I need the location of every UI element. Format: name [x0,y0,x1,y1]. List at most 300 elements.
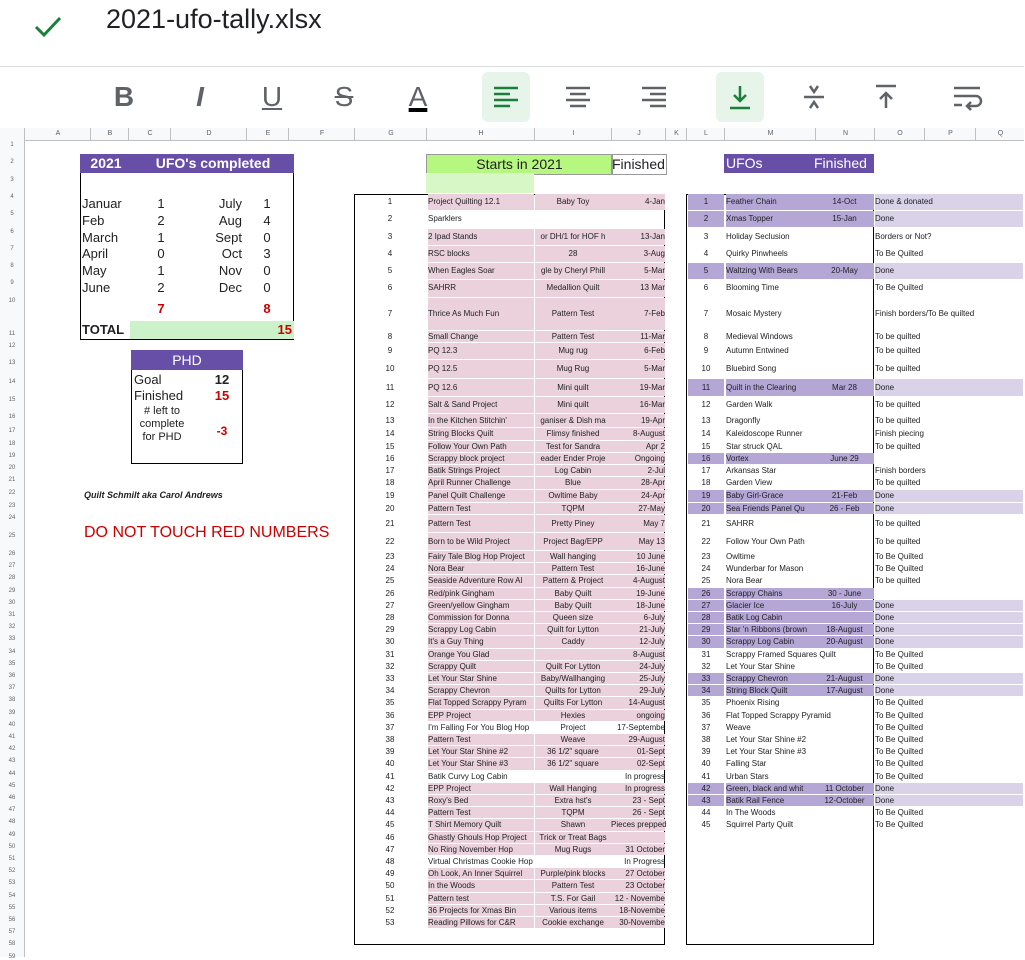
starts-project[interactable]: PQ 12.6 [428,379,534,396]
row-header[interactable]: 16 [8,414,16,420]
ufo-finished-date[interactable]: 20-May [815,263,874,279]
column-header-M[interactable]: M [724,128,816,140]
row-header[interactable]: 10 [8,297,16,304]
starts-row-num[interactable]: 40 [385,759,395,769]
ufo-finished-date[interactable] [815,465,874,476]
ufo-finished-date[interactable] [815,819,874,830]
month-label[interactable]: July [218,196,242,211]
ufo-row-num[interactable]: 2 [688,211,724,227]
starts-project[interactable]: Thrice As Much Fun [428,298,534,330]
row-header[interactable]: 5 [10,211,14,218]
starts-project[interactable]: Sparklers [428,214,462,224]
starts-detail[interactable] [535,856,611,867]
starts-detail[interactable]: Quilt For Lytton [535,661,611,672]
starts-project[interactable]: Batik Strings Project [428,465,534,476]
ufo-status[interactable]: Finish borders/To Be quilted [875,308,975,318]
starts-detail[interactable]: Various items [535,905,611,916]
ufo-project[interactable]: Holiday Seclusion [726,231,790,241]
starts-row-num[interactable]: 7 [387,308,393,318]
ufo-row-num[interactable]: 20 [688,503,724,514]
ufo-finished-date[interactable] [815,807,874,818]
row-header[interactable]: 35 [8,660,16,667]
starts-row-num[interactable]: 36 [385,710,395,720]
row-header[interactable]: 55 [8,904,16,911]
row-header[interactable]: 3 [10,176,14,183]
starts-detail[interactable]: Baby/Wallhanging [535,673,611,684]
ufo-status[interactable]: Done & donated [875,194,1023,210]
starts-finished-date[interactable]: Ongoing [611,453,665,464]
row-header[interactable]: 49 [8,831,16,838]
ufo-status[interactable]: To be quilted [875,478,921,487]
row-header[interactable]: 30 [8,599,16,606]
ufo-row-num[interactable]: 31 [701,649,711,659]
starts-finished-date[interactable]: 29-July [611,685,665,696]
ufo-project[interactable]: Mosaic Mystery [726,308,782,318]
ufo-project[interactable]: Bluebird Song [726,364,777,373]
starts-project[interactable]: 2 Ipad Stands [428,229,534,245]
starts-row-num[interactable]: 19 [385,491,395,500]
starts-finished-date[interactable]: May 13 [611,533,665,550]
underline-button[interactable]: U [261,81,283,112]
ufo-project[interactable]: Wunderbar for Mason [726,564,804,574]
starts-finished-date[interactable]: 27 October [611,868,665,879]
starts-project[interactable]: Fairy Tale Blog Hop Project [428,551,534,562]
ufo-status[interactable]: To Be Quilted [875,649,924,659]
starts-row-num[interactable]: 38 [385,735,395,744]
starts-row-num[interactable]: 49 [385,869,395,879]
ufo-status[interactable]: To Be Quilted [875,661,924,671]
starts-finished-date[interactable]: 02-Sept [611,758,665,769]
starts-finished-date[interactable]: 31 October [611,844,665,855]
month-label[interactable]: Sept [215,229,242,245]
row-header[interactable]: 19 [8,453,16,459]
checkmark-icon[interactable] [30,8,66,44]
starts-detail[interactable]: Project [560,722,586,732]
starts-detail[interactable]: Quilt for Lytton [535,624,611,635]
starts-detail[interactable]: Log Cabin [535,465,611,476]
ufo-project[interactable]: Urban Stars [726,771,769,781]
summary-year[interactable]: 2021 [90,155,122,171]
column-header-K[interactable]: K [665,128,687,140]
starts-row-num[interactable]: 45 [385,820,395,830]
column-header-N[interactable]: N [815,128,875,140]
ufo-finished-date[interactable]: 16-July [815,600,874,611]
column-header-L[interactable]: L [686,128,725,140]
starts-finished-date[interactable]: 13-Jan [611,229,665,245]
row-header[interactable]: 29 [8,587,16,594]
ufo-status[interactable]: Done [875,636,1023,647]
ufo-project[interactable]: Let Your Star Shine #3 [726,747,807,757]
ufo-status[interactable]: Done [875,685,1023,696]
starts-finished-date[interactable]: 25-July [611,673,665,684]
ufo-status[interactable]: To Be Quilted [875,759,924,769]
starts-project[interactable]: Commission for Donna [428,612,534,623]
ufo-row-num[interactable]: 24 [701,564,711,574]
ufo-finished-date[interactable] [815,734,874,745]
ufo-finished-date[interactable] [815,533,874,550]
starts-project[interactable]: April Runner Challenge [428,477,534,489]
ufo-status[interactable]: To be quilted [875,576,921,586]
column-header-H[interactable]: H [426,128,535,140]
starts-detail[interactable]: Mini quilt [535,397,611,413]
ufo-project[interactable]: Squirrel Party Quilt [726,820,794,830]
ufo-project[interactable]: Glacier Ice [726,600,815,611]
ufo-finished-date[interactable] [815,397,874,413]
ufo-row-num[interactable]: 12 [701,400,711,409]
month-label[interactable]: Nov [218,263,242,279]
month-value[interactable]: 1 [157,196,165,211]
starts-row-num[interactable]: 51 [385,893,395,903]
starts-detail[interactable]: Mug Rugs [535,844,611,855]
ufo-project[interactable]: Scrappy Chains [726,588,815,599]
file-title[interactable]: 2021-ufo-tally.xlsx [106,4,322,34]
ufo-status[interactable]: To be quilted [875,519,921,528]
starts-row-num[interactable]: 27 [385,600,395,610]
row-header[interactable]: 41 [8,734,16,740]
starts-detail[interactable]: Owltime Baby [535,490,611,502]
ufo-project[interactable]: Falling Star [726,759,767,769]
ufo-row-num[interactable]: 42 [688,783,724,794]
starts-project[interactable]: Pattern test [428,893,534,904]
column-header-G[interactable]: G [354,128,427,140]
starts-row-num[interactable]: 41 [385,771,395,781]
starts-finished-header[interactable]: Finished [611,154,667,175]
row-header[interactable]: 22 [8,490,16,496]
ufo-project[interactable]: Baby Girl-Grace [726,490,815,502]
starts-finished-date[interactable]: 26 - Sept [611,807,665,818]
ufo-status[interactable]: To Be Quilted [875,747,924,757]
column-header-E[interactable]: E [246,128,289,140]
starts-row-num[interactable]: 2 [387,214,393,224]
ufo-finished-date[interactable]: 12-October [815,795,874,806]
starts-detail[interactable]: TQPM [535,503,611,514]
valign-top-button[interactable] [862,72,910,122]
phd-title[interactable]: PHD [131,350,243,370]
ufo-status[interactable]: To be quilted [875,332,921,341]
ufo-project[interactable]: Let Your Star Shine [726,661,795,671]
ufo-row-num[interactable]: 1 [688,194,724,210]
starts-detail[interactable]: Pretty Piney [535,515,611,532]
summary-title[interactable]: UFO's completed [155,155,271,171]
row-header[interactable]: 18 [8,441,16,447]
ufo-status[interactable]: Done [875,795,1023,806]
row-header[interactable]: 2 [10,159,14,166]
starts-project[interactable]: Pattern Test [428,503,534,514]
row-header[interactable]: 34 [8,648,16,655]
ufo-row-num[interactable]: 27 [688,600,724,611]
ufo-finished-date[interactable] [815,575,874,586]
month-value[interactable]: 2 [157,212,165,228]
starts-project[interactable]: Seaside Adventure Row Al [428,575,534,586]
ufo-project[interactable]: Dragonfly [726,416,761,425]
ufo-row-num[interactable]: 38 [701,735,711,744]
phd-goal-value[interactable]: 12 [214,372,230,387]
starts-project[interactable]: Pattern Test [428,515,534,532]
starts-finished-date[interactable]: May 7 [611,515,665,532]
starts-finished-date[interactable]: 16-Mar [611,397,665,413]
starts-row-num[interactable]: 47 [385,844,395,854]
starts-row-num[interactable]: 32 [385,661,395,671]
starts-detail[interactable]: Mug Rug [535,360,611,378]
column-header-A[interactable]: A [24,128,91,140]
ufo-finished-date[interactable]: 11 October [815,783,874,794]
ufos-finished-header[interactable]: Finished [814,155,867,171]
ufo-row-num[interactable]: 25 [701,576,711,586]
row-header[interactable]: 57 [8,929,16,936]
ufo-project[interactable]: Star 'n Ribbons (brown [726,624,815,635]
starts-finished-date[interactable]: 5-Mar [611,360,665,378]
starts-project[interactable]: Roxy's Bed [428,795,534,806]
starts-finished-date[interactable]: In progress [624,771,665,781]
row-header[interactable]: 43 [8,758,16,765]
ufo-row-num[interactable]: 22 [701,537,711,546]
ufo-row-num[interactable]: 13 [701,416,711,425]
starts-detail[interactable] [535,649,611,660]
strikethrough-button[interactable]: S [334,81,354,112]
starts-row-num[interactable]: 5 [387,266,393,276]
row-header[interactable]: 15 [8,397,16,403]
row-header[interactable]: 25 [8,533,16,539]
ufo-row-num[interactable]: 35 [701,698,711,708]
ufo-project[interactable]: Let Your Star Shine #2 [726,735,807,744]
ufo-status[interactable]: To Be Quilted [875,283,924,293]
row-header[interactable]: 47 [8,807,16,814]
ufo-finished-date[interactable] [815,612,874,623]
ufo-row-num[interactable]: 11 [688,379,724,396]
month-label[interactable]: Aug [218,212,242,228]
starts-detail[interactable]: Pattern & Project [535,575,611,586]
starts-finished-date[interactable]: 4-August [611,575,665,586]
ufo-status[interactable]: Finish piecing [875,429,924,438]
text-color-button[interactable]: A [408,81,428,112]
starts-row-num[interactable]: 24 [385,564,395,574]
starts-detail[interactable]: ganiser & Dish ma [535,414,611,427]
starts-detail[interactable]: 28 [535,246,611,262]
starts-detail[interactable] [535,211,611,227]
starts-row-num[interactable]: 15 [385,442,395,451]
row-header[interactable]: 21 [8,477,16,483]
starts-row-num[interactable]: 22 [385,537,395,546]
starts-project[interactable]: Salt & Sand Project [428,397,534,413]
author-text[interactable]: Quilt Schmilt aka Carol Andrews [84,490,223,500]
starts-detail[interactable]: 36 1/2" square [535,758,611,769]
month-value[interactable]: 1 [157,229,165,245]
row-header[interactable]: 24 [8,515,16,521]
ufo-status[interactable]: To be quilted [875,416,921,425]
ufo-row-num[interactable]: 8 [703,332,709,341]
ufo-row-num[interactable]: 26 [688,588,724,599]
starts-project[interactable]: In the Kitchen Stitchin' [428,414,534,427]
starts-detail[interactable]: Test for Sandra [535,441,611,452]
month-value[interactable]: 0 [263,229,271,245]
column-header-I[interactable]: I [534,128,612,140]
subtotal-2[interactable]: 8 [263,301,271,316]
ufo-finished-date[interactable]: 21-August [815,673,874,684]
italic-button[interactable]: I [196,81,204,112]
ufo-status[interactable]: Done [875,600,1023,611]
align-right-button[interactable] [630,72,678,122]
month-value[interactable]: 0 [157,246,165,262]
ufo-status[interactable]: To be quilted [875,537,921,546]
ufo-project[interactable]: Owltime [726,552,755,561]
starts-finished-date[interactable]: 01-Sept [611,746,665,757]
starts-project[interactable]: Scrappy Chevron [428,685,534,696]
starts-project[interactable]: Nora Bear [428,563,534,574]
row-header[interactable]: 36 [8,673,16,679]
total-value[interactable]: 15 [277,322,292,337]
starts-detail[interactable]: Mug rug [535,343,611,359]
row-header[interactable]: 8 [10,263,14,270]
starts-project[interactable]: Orange You Glad [428,649,534,660]
ufo-finished-date[interactable]: June 29 [815,453,874,464]
starts-detail[interactable]: Quilts for Lytton [535,685,611,696]
ufo-project[interactable]: Batik Rail Fence [726,795,815,806]
row-header[interactable]: 42 [8,746,16,753]
ufo-project[interactable]: Quilt in the Clearing [726,379,815,396]
starts-project[interactable]: Red/pink Gingham [428,588,534,599]
month-value[interactable]: 4 [263,212,271,228]
ufo-project[interactable]: Weave [726,722,751,732]
starts-finished-date[interactable]: 19-Mar [611,379,665,396]
starts-row-num[interactable]: 23 [385,552,395,561]
row-header[interactable]: 56 [8,917,16,923]
ufo-finished-date[interactable]: 26 - Feb [815,503,874,514]
month-label[interactable]: Oct [221,246,242,262]
spreadsheet-grid[interactable] [0,128,1024,960]
starts-row-num[interactable]: 26 [385,588,395,598]
ufo-finished-date[interactable] [815,710,874,721]
starts-project[interactable]: Virtual Christmas Cookie Hop [428,857,533,866]
row-header[interactable]: 1 [10,142,14,148]
ufo-finished-date[interactable]: 17-August [815,685,874,696]
starts-row-num[interactable]: 17 [385,466,395,475]
ufo-finished-date[interactable] [815,229,874,245]
ufo-row-num[interactable]: 21 [701,519,711,528]
align-left-button[interactable] [482,72,530,122]
starts-project[interactable]: No Ring November Hop [428,844,534,855]
starts-finished-date[interactable]: Pieces prepped [611,820,667,830]
starts-project[interactable]: Oh Look, An Inner Squirrel [428,868,534,879]
ufo-finished-date[interactable] [815,414,874,427]
month-value[interactable]: 0 [263,263,271,279]
ufo-project[interactable]: Xmas Topper [726,211,815,227]
phd-goal-label[interactable]: Goal [134,372,162,387]
ufo-status[interactable] [875,588,1023,599]
valign-bottom-button[interactable] [716,72,764,122]
starts-detail[interactable]: or DH/1 for HOF h [535,229,611,245]
bold-button[interactable]: B [113,81,135,112]
starts-project[interactable]: PQ 12.3 [428,343,534,359]
starts-project[interactable]: Reading Pillows for C&R [428,917,534,928]
column-header-J[interactable]: J [611,128,666,140]
ufo-row-num[interactable]: 43 [688,795,724,806]
ufo-finished-date[interactable] [815,649,874,660]
month-label[interactable]: June [82,280,111,295]
month-label[interactable]: March [82,229,119,245]
starts-finished-date[interactable]: In Progress [624,857,665,866]
starts-row-num[interactable]: 44 [385,808,395,818]
ufo-status[interactable] [875,453,1023,464]
row-header[interactable]: 12 [8,343,16,349]
ufo-status[interactable]: Borders or Not? [875,231,932,241]
phd-left-value[interactable]: -3 [216,424,228,438]
ufo-finished-date[interactable] [815,515,874,532]
starts-row-num[interactable]: 9 [387,346,393,355]
row-header[interactable]: 37 [8,685,16,692]
ufo-row-num[interactable]: 9 [703,346,709,355]
warning-text[interactable]: DO NOT TOUCH RED NUMBERS [84,524,330,541]
starts-detail[interactable]: Hexies [535,710,611,721]
ufo-row-num[interactable]: 36 [701,710,711,720]
ufo-finished-date[interactable] [815,428,874,440]
starts-project[interactable]: String Blocks Quilt [428,428,534,440]
starts-finished-date[interactable]: 23 October [611,880,665,891]
ufos-header[interactable]: UFOs [726,155,763,171]
starts-detail[interactable]: Purple/pink blocks [535,868,611,879]
starts-row-num[interactable]: 42 [385,783,395,793]
starts-detail[interactable]: Wall hanging [535,551,611,562]
column-header-D[interactable]: D [170,128,247,140]
ufo-status[interactable]: Done [875,624,1023,635]
starts-project[interactable]: It's a Guy Thing [428,636,534,647]
starts-detail[interactable]: Baby Toy [535,194,611,210]
starts-row-num[interactable]: 30 [385,637,395,647]
starts-finished-date[interactable]: Apr 2 [611,441,665,452]
ufo-project[interactable]: Feather Chain [726,194,815,210]
starts-finished-date[interactable]: 21-July [611,624,665,635]
starts-row-num[interactable]: 33 [385,674,395,683]
ufo-finished-date[interactable] [815,298,874,330]
row-header[interactable]: 32 [8,624,16,631]
starts-detail[interactable]: TQPM [535,807,611,818]
ufo-row-num[interactable]: 32 [701,661,711,671]
row-header[interactable]: 39 [8,709,16,716]
align-center-button[interactable] [554,72,602,122]
ufo-finished-date[interactable]: 15-Jan [815,211,874,227]
row-header[interactable]: 40 [8,721,16,728]
ufo-finished-date[interactable] [815,551,874,562]
starts-row-num[interactable]: 14 [385,429,395,438]
ufo-project[interactable]: Arkansas Star [726,466,777,475]
starts-finished-date[interactable]: 6-July [611,612,665,623]
starts-finished-date[interactable]: 2-Jul [611,465,665,476]
ufo-project[interactable]: Garden View [726,478,773,487]
starts-detail[interactable]: Trick or Treat Bags [535,832,611,843]
ufo-finished-date[interactable] [815,746,874,757]
ufo-finished-date[interactable] [815,331,874,342]
starts-row-num[interactable]: 37 [385,722,395,732]
ufo-status[interactable]: Done [875,211,1023,227]
ufo-row-num[interactable]: 44 [701,808,711,818]
ufo-row-num[interactable]: 23 [701,552,711,561]
ufo-status[interactable]: To be quilted [875,346,921,355]
ufo-row-num[interactable]: 19 [688,490,724,502]
ufo-project[interactable]: String Block Quilt [726,685,815,696]
phd-finished-value[interactable]: 15 [214,388,230,403]
starts-project[interactable]: Project Quilting 12.1 [428,194,534,210]
ufo-row-num[interactable]: 29 [688,624,724,635]
starts-row-num[interactable]: 21 [385,519,395,528]
starts-detail[interactable]: Queen size [535,612,611,623]
starts-finished-date[interactable]: 7-Feb [611,298,665,330]
ufo-finished-date[interactable] [815,758,874,769]
starts-finished-date[interactable]: 8-August [611,649,665,660]
ufo-project[interactable]: Flat Topped Scrappy Pyramid [726,710,831,720]
starts-detail[interactable]: gle by Cheryl Phill [535,263,611,279]
row-header[interactable]: 31 [8,612,16,618]
starts-detail[interactable]: Pattern Test [535,298,611,330]
starts-finished-date[interactable]: 16-June [611,563,665,574]
